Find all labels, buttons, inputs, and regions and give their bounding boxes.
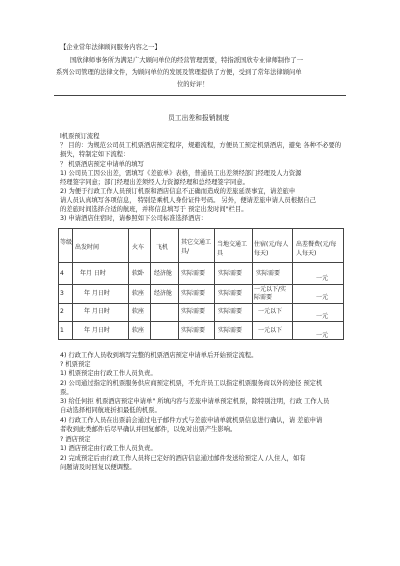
table-cell: 实际需要 bbox=[218, 308, 243, 315]
table-cell: 实际需要 bbox=[181, 308, 206, 315]
para-line: 2) 公司通过指定的机票服务供应商预定机票，不允许员工以指定机票服务商以外的途径 预定机 bbox=[60, 380, 323, 387]
para-line: 4) 行政工作人员在出票前会通过电子邮件方式与差旅申请单就机票信息进行确认，请 差旅申请 bbox=[60, 417, 323, 424]
table-row-divider bbox=[58, 284, 344, 285]
para-line: 自动选择相同航班折扣最低的机票。 bbox=[60, 407, 161, 414]
table-header-cell: 出发时间 bbox=[75, 244, 100, 251]
table-row-divider bbox=[58, 321, 344, 322]
table-cell: 一元 bbox=[316, 275, 329, 282]
table-cell: 一元以下 bbox=[258, 327, 283, 334]
table-header-cell: 等级 bbox=[60, 239, 73, 246]
para-line: 1) 机票预定由行政工作人员负责。 bbox=[60, 370, 157, 377]
table-cell: 3 bbox=[60, 290, 64, 297]
table-cell: 一元 bbox=[316, 294, 329, 301]
table-cell: 实际需要 bbox=[256, 270, 281, 277]
table-row-divider bbox=[58, 262, 344, 263]
para-line: 票。 bbox=[60, 389, 73, 396]
table-header-cell: 当地交通工具 bbox=[217, 241, 248, 257]
para-line: 2) 为便于行政工作人员预订机票和酒店信息不正确而造成的差旅延误事宜，请差旅申 bbox=[60, 188, 296, 195]
para-line: 经理签字同意；部门经理出差须经人力资源经理和总经理签字同意。 bbox=[60, 179, 249, 186]
table-cell: 年月 日时 bbox=[80, 270, 106, 277]
table-cell: 1 bbox=[60, 327, 64, 334]
table-cell: 经济舱 bbox=[154, 270, 173, 277]
para-line: ？ 机票酒店预定申请单的填写 bbox=[60, 161, 144, 168]
para-line: 1) 公司员工因公出差，需填写《差旅单》表格，普通员工出差须经部门经理及人力资源 bbox=[60, 170, 302, 177]
para-line: l机票预订流程 bbox=[60, 133, 100, 140]
table-cell: 实际需要 bbox=[218, 290, 243, 297]
table-cell: 软卧 bbox=[132, 270, 145, 277]
para-line: 者收到此类邮件后尽早确认并回复邮件，以免对出票产生影响。 bbox=[60, 426, 237, 433]
intro-line-2: 系列公司管理的法律文件，为顾问单位的发展及管理提供了方便，受到了常年法律顾问单 bbox=[56, 69, 302, 76]
para-line: 1) 酒店预定由行政工作人员负责。 bbox=[60, 445, 157, 452]
table-cell: 软座 bbox=[132, 290, 145, 297]
table-cell: 2 bbox=[60, 308, 64, 315]
table-cell: 经济舱 bbox=[154, 290, 173, 297]
table-cell: 实际需要 bbox=[181, 290, 206, 297]
para-line: 的差旅时间选择合适的航班，并将信息填写于 预定出发时间"栏目。 bbox=[60, 206, 248, 213]
table-cell: 一元 bbox=[316, 332, 329, 339]
table-cell: 实际需要 bbox=[218, 327, 243, 334]
table-header-cell: 火车 bbox=[132, 244, 145, 251]
table-cell: 年 月日时 bbox=[84, 327, 110, 334]
table-cell: 4 bbox=[60, 270, 64, 277]
para-line: 3) 申请酒店住宿时，请参照如下公司标准选择酒店： bbox=[60, 215, 207, 222]
intro-line-1: 国欣律师事务所为满足广大顾问单位的经营管理需要，特指派国欣专业律师制作了一 bbox=[70, 57, 303, 64]
table-cell: 年 月日时 bbox=[84, 308, 110, 315]
table-cell: 实际需要 bbox=[181, 270, 206, 277]
document-title: 员工出差和报销制度 bbox=[168, 114, 230, 122]
para-line: ? 酒店预定 bbox=[60, 436, 91, 443]
table-cell: 年 月日时 bbox=[84, 290, 110, 297]
table-cell: 一元以下/实际需要 bbox=[254, 286, 287, 301]
table-header-cell: 其它交通工具/ bbox=[181, 239, 212, 255]
intro-line-3: 位的好评！ bbox=[177, 81, 209, 88]
table-cell: 一元 bbox=[316, 313, 329, 320]
para-line: 请人员认真填写各项信息， 特别是乘机人身份证件号码。 另外，便请差旅申请人员根据自己 bbox=[60, 197, 316, 204]
para-line: ？ 目的：为规范公司员工机票酒店预定程序，规避流程，方便员工预定机票酒店，避免 各种不必要的 bbox=[60, 142, 342, 149]
para-line: ? 机票预定 bbox=[60, 361, 91, 368]
table-cell: 一元以下 bbox=[258, 308, 283, 315]
para-line: 2) 完成预定后由行政工作人员将已定好的酒店信息通过邮件发送给预定人 /人住人，如有 bbox=[60, 455, 306, 462]
table-cell: 软座 bbox=[132, 327, 145, 334]
para-line: 损失，特制定如下流程： bbox=[60, 151, 130, 158]
service-tag: 【企业常年法律顾问服务内容之一】 bbox=[60, 44, 161, 51]
table-cell: 实际需要 bbox=[181, 327, 206, 334]
para-line: 4) 行政工作人员收到填写完整的机票酒店预定申请单后开始预定流程。 bbox=[60, 352, 258, 359]
table-row-divider bbox=[58, 303, 344, 304]
table-cell: 软座 bbox=[132, 308, 145, 315]
para-line: 问题请及时回复以便调整。 bbox=[60, 464, 136, 471]
table-cell: 实际需要 bbox=[218, 270, 243, 277]
header-divider bbox=[54, 95, 346, 96]
table-header-cell: 出差餐费(元/每人每天) bbox=[296, 241, 337, 257]
table-header-cell: 住宿(元/每人每天) bbox=[254, 241, 289, 257]
table-header-cell: 飞机 bbox=[156, 244, 169, 251]
para-line: 3) 给任何拒 机票酒店预定申请单" 所填内容与差旅申请单预定机票，除特别注明，行政 工作人员 bbox=[60, 398, 330, 405]
